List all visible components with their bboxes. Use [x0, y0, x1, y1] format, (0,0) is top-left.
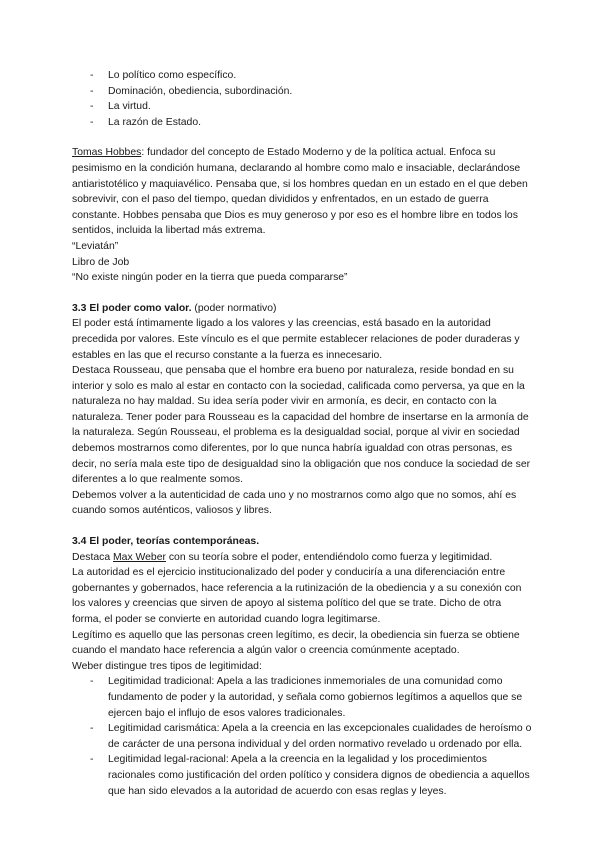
- section-33-heading: [72, 301, 532, 317]
- weber-types-intro: Weber distingue tres tipos de legitimidad:: [72, 660, 262, 672]
- section-34-title: 3.4 El poder, teorías contemporáneas.: [72, 536, 260, 548]
- list-item: - Legitimidad carismática: Apela a la creencia en las excepcionales cualidades de heroísmo o de carácter de una persona individual y del orden normativo revelado u ordenado por ella.: [72, 721, 532, 752]
- list-item: - Lo político como específico.: [72, 68, 532, 84]
- list-item: - Dominación, obediencia, subordinación.: [72, 84, 532, 100]
- section-33-paragraph: El poder está íntimamente ligado a los valores y las creencias, está basado en la autoridad precedida por valores. Este vínculo es el que permite establecer relaciones de poder duraderas y estables en las que el recurso constante a la fuerza es innecesario.: [72, 318, 520, 361]
- section-34-heading: [72, 534, 532, 550]
- leviatan-line: “Leviatán”: [72, 240, 119, 252]
- page-content: [72, 68, 532, 799]
- list-item: - Legitimidad legal-racional: Apela a la creencia en la legalidad y los procedimientos racionales como justificación del orden político y considera dignos de obediencia a aquellos que han sido elevados a la autoridad de acuerdo con esas reglas y leyes.: [72, 752, 532, 799]
- section-33-title: 3.3 El poder como valor.: [72, 302, 192, 314]
- hobbes-paragraph: [72, 145, 532, 239]
- hobbes-name: Tomas Hobbes: [72, 147, 142, 159]
- list-item: - Legitimidad tradicional: Apela a las tradiciones inmemoriales de una comunidad como fundamento de poder y la autoridad, y señala como gobiernos legítimos a aquellos que se ejercen bajo el influjo de esos valores tradicionales.: [72, 674, 532, 721]
- intro-list: [72, 68, 532, 130]
- quote-line: “No existe ningún poder en la tierra que pueda compararse”: [72, 272, 348, 284]
- weber-name: Max Weber: [113, 551, 166, 563]
- list-item: - La virtud.: [72, 99, 532, 115]
- weber-post: con su teoría sobre el poder, entendiéndolo como fuerza y legitimidad.: [165, 551, 493, 563]
- hobbes-text: : fundador del concepto de Estado Moderno y de la política actual. Enfoca su pesimismo en la condición humana, declarando al hombre como malo e insaciable, declarándose antiaristotélico y maquiavélico. Pensaba que, si los hombres quedan en un estado en el que deben sobrevivir, con el paso del tiempo, quedan divididos y enfrentados, en un estado de guerra constante. Hobbes pensaba que Dios es muy generoso y por eso es el hombre libre en todos los sentidos, incluida la libertad más extrema.: [72, 147, 528, 237]
- authenticity-paragraph: Debemos volver a la autenticidad de cada uno y no mostrarnos como algo que no somos, ahí es cuando somos auténticos, valiosos y libres.: [72, 489, 517, 517]
- weber-pre: Destaca: [72, 551, 114, 563]
- rousseau-paragraph: Destaca Rousseau, que pensaba que el hombre era bueno por naturaleza, reside bondad en su interior y solo es malo al estar en contacto con la sociedad, calificada como perversa, ya que en la naturaleza no hay maldad. Su idea sería poder vivir en armonía, es decir, en contacto con la naturaleza. Tener poder para Rousseau es la capacidad del hombre de insertarse en la armonía de la naturaleza. Según Rousseau, el problema es la desigualdad social, porque al vivir en sociedad debemos mostrarnos como diferentes, por lo que nunca habría igualdad con otras personas, es decir, no sería mala este tipo de desigualdad sino la obligación que nos conduce la sociedad de ser diferentes a lo que realmente somos.: [72, 365, 531, 486]
- weber-paragraph: [72, 550, 532, 566]
- list-item: - La razón de Estado.: [72, 115, 532, 131]
- legitimacy-list: [72, 674, 532, 799]
- job-line: Libro de Job: [72, 256, 130, 268]
- section-33-subtitle: (poder normativo): [191, 302, 277, 314]
- legitimate-paragraph: Legítimo es aquello que las personas creen legítimo, es decir, la obediencia sin fuerza se obtiene cuando el mandato hace referencia a algún valor o creencia comúnmente aceptado.: [72, 629, 520, 657]
- authority-paragraph: La autoridad es el ejercicio institucionalizado del poder y conduciría a una diferenciación entre gobernantes y gobernados, hace referencia a la rutinización de la obediencia y a su conexión con los valores y creencias que sirven de apoyo al sistema político del que se trate. Dicho de otra forma, el poder se convierte en autoridad cuando logra legitimarse.: [72, 567, 522, 625]
